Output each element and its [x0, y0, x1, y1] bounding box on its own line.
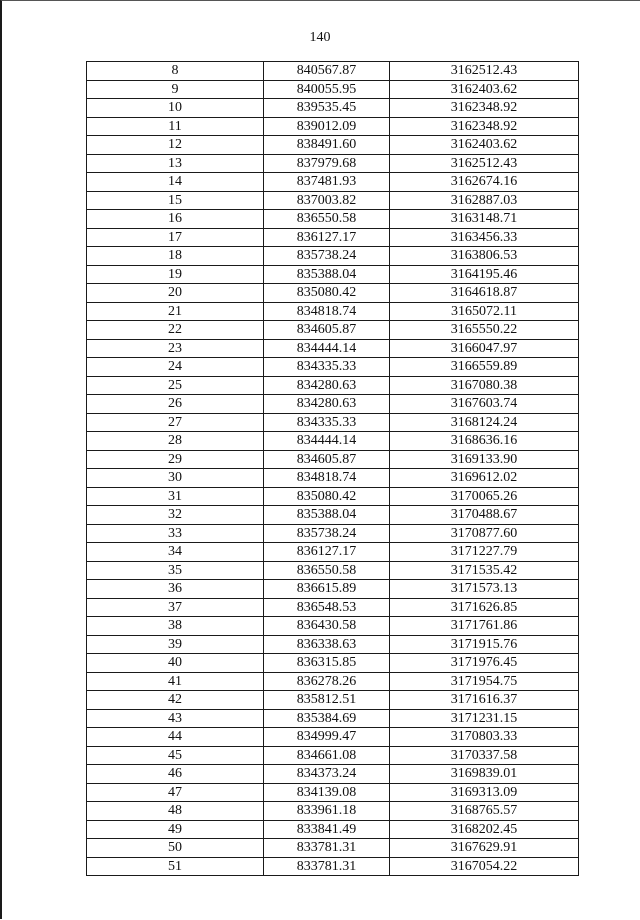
- y-coordinate-cell: 3171573.13: [390, 580, 579, 599]
- y-coordinate-cell: 3163148.71: [390, 210, 579, 229]
- table-row: [87, 654, 579, 673]
- y-coordinate-cell: 3169313.09: [390, 783, 579, 802]
- table-row: [87, 543, 579, 562]
- point-number-cell: 8: [87, 62, 264, 81]
- x-coordinate-cell: 835738.24: [264, 524, 390, 543]
- x-coordinate-cell: 834818.74: [264, 302, 390, 321]
- x-coordinate-cell: 837979.68: [264, 154, 390, 173]
- point-number-cell: 41: [87, 672, 264, 691]
- point-number-cell: 21: [87, 302, 264, 321]
- table-row: [87, 432, 579, 451]
- y-coordinate-cell: 3162403.62: [390, 80, 579, 99]
- point-number-cell: 29: [87, 450, 264, 469]
- y-coordinate-cell: 3167054.22: [390, 857, 579, 876]
- point-number-cell: 47: [87, 783, 264, 802]
- y-coordinate-cell: 3171626.85: [390, 598, 579, 617]
- x-coordinate-cell: 835812.51: [264, 691, 390, 710]
- table-row: [87, 302, 579, 321]
- table-row: [87, 839, 579, 858]
- x-coordinate-cell: 836548.53: [264, 598, 390, 617]
- point-number-cell: 17: [87, 228, 264, 247]
- x-coordinate-cell: 834335.33: [264, 413, 390, 432]
- table-row: [87, 191, 579, 210]
- point-number-cell: 33: [87, 524, 264, 543]
- x-coordinate-cell: 833781.31: [264, 839, 390, 858]
- table-row: [87, 691, 579, 710]
- x-coordinate-cell: 834335.33: [264, 358, 390, 377]
- table-row: [87, 487, 579, 506]
- x-coordinate-cell: 835080.42: [264, 487, 390, 506]
- point-number-cell: 32: [87, 506, 264, 525]
- x-coordinate-cell: 836127.17: [264, 228, 390, 247]
- y-coordinate-cell: 3162887.03: [390, 191, 579, 210]
- y-coordinate-cell: 3168124.24: [390, 413, 579, 432]
- point-number-cell: 36: [87, 580, 264, 599]
- x-coordinate-cell: 833961.18: [264, 802, 390, 821]
- x-coordinate-cell: 834605.87: [264, 321, 390, 340]
- y-coordinate-cell: 3169133.90: [390, 450, 579, 469]
- y-coordinate-cell: 3171535.42: [390, 561, 579, 580]
- y-coordinate-cell: 3171227.79: [390, 543, 579, 562]
- x-coordinate-cell: 836338.63: [264, 635, 390, 654]
- point-number-cell: 26: [87, 395, 264, 414]
- table-row: [87, 672, 579, 691]
- x-coordinate-cell: 836315.85: [264, 654, 390, 673]
- y-coordinate-cell: 3171954.75: [390, 672, 579, 691]
- x-coordinate-cell: 836550.58: [264, 210, 390, 229]
- x-coordinate-cell: 834444.14: [264, 432, 390, 451]
- x-coordinate-cell: 840055.95: [264, 80, 390, 99]
- point-number-cell: 31: [87, 487, 264, 506]
- point-number-cell: 51: [87, 857, 264, 876]
- y-coordinate-cell: 3163456.33: [390, 228, 579, 247]
- table-row: [87, 728, 579, 747]
- point-number-cell: 22: [87, 321, 264, 340]
- point-number-cell: 19: [87, 265, 264, 284]
- point-number-cell: 50: [87, 839, 264, 858]
- y-coordinate-cell: 3170488.67: [390, 506, 579, 525]
- x-coordinate-cell: 835738.24: [264, 247, 390, 266]
- table-row: [87, 765, 579, 784]
- y-coordinate-cell: 3170877.60: [390, 524, 579, 543]
- point-number-cell: 28: [87, 432, 264, 451]
- y-coordinate-cell: 3170803.33: [390, 728, 579, 747]
- y-coordinate-cell: 3169612.02: [390, 469, 579, 488]
- table-row: [87, 783, 579, 802]
- y-coordinate-cell: 3162348.92: [390, 99, 579, 118]
- point-number-cell: 11: [87, 117, 264, 136]
- coordinates-table: [86, 61, 579, 876]
- y-coordinate-cell: 3169839.01: [390, 765, 579, 784]
- y-coordinate-cell: 3170065.26: [390, 487, 579, 506]
- point-number-cell: 34: [87, 543, 264, 562]
- table-row: [87, 80, 579, 99]
- table-row: [87, 802, 579, 821]
- table-row: [87, 321, 579, 340]
- x-coordinate-cell: 835388.04: [264, 506, 390, 525]
- y-coordinate-cell: 3162403.62: [390, 136, 579, 155]
- table-row: [87, 617, 579, 636]
- x-coordinate-cell: 836550.58: [264, 561, 390, 580]
- y-coordinate-cell: 3171915.76: [390, 635, 579, 654]
- point-number-cell: 13: [87, 154, 264, 173]
- x-coordinate-cell: 834661.08: [264, 746, 390, 765]
- point-number-cell: 20: [87, 284, 264, 303]
- point-number-cell: 39: [87, 635, 264, 654]
- y-coordinate-cell: 3168202.45: [390, 820, 579, 839]
- y-coordinate-cell: 3162512.43: [390, 62, 579, 81]
- table-row: [87, 210, 579, 229]
- y-coordinate-cell: 3165550.22: [390, 321, 579, 340]
- x-coordinate-cell: 836127.17: [264, 543, 390, 562]
- table-row: [87, 173, 579, 192]
- y-coordinate-cell: 3164195.46: [390, 265, 579, 284]
- x-coordinate-cell: 834444.14: [264, 339, 390, 358]
- table-row: [87, 580, 579, 599]
- point-number-cell: 24: [87, 358, 264, 377]
- table-row: [87, 62, 579, 81]
- table-row: [87, 469, 579, 488]
- table-row: [87, 598, 579, 617]
- point-number-cell: 35: [87, 561, 264, 580]
- x-coordinate-cell: 833781.31: [264, 857, 390, 876]
- x-coordinate-cell: 836430.58: [264, 617, 390, 636]
- x-coordinate-cell: 839535.45: [264, 99, 390, 118]
- x-coordinate-cell: 839012.09: [264, 117, 390, 136]
- point-number-cell: 9: [87, 80, 264, 99]
- point-number-cell: 16: [87, 210, 264, 229]
- table-row: [87, 358, 579, 377]
- point-number-cell: 25: [87, 376, 264, 395]
- x-coordinate-cell: 836615.89: [264, 580, 390, 599]
- y-coordinate-cell: 3171976.45: [390, 654, 579, 673]
- y-coordinate-cell: 3168765.57: [390, 802, 579, 821]
- table-row: [87, 284, 579, 303]
- x-coordinate-cell: 834818.74: [264, 469, 390, 488]
- y-coordinate-cell: 3166559.89: [390, 358, 579, 377]
- x-coordinate-cell: 837003.82: [264, 191, 390, 210]
- x-coordinate-cell: 833841.49: [264, 820, 390, 839]
- y-coordinate-cell: 3167080.38: [390, 376, 579, 395]
- x-coordinate-cell: 836278.26: [264, 672, 390, 691]
- x-coordinate-cell: 840567.87: [264, 62, 390, 81]
- table-row: [87, 857, 579, 876]
- table-row: [87, 247, 579, 266]
- table-row: [87, 154, 579, 173]
- x-coordinate-cell: 834605.87: [264, 450, 390, 469]
- table-row: [87, 506, 579, 525]
- table-row: [87, 117, 579, 136]
- x-coordinate-cell: 835388.04: [264, 265, 390, 284]
- y-coordinate-cell: 3162674.16: [390, 173, 579, 192]
- x-coordinate-cell: 834999.47: [264, 728, 390, 747]
- point-number-cell: 38: [87, 617, 264, 636]
- table-row: [87, 524, 579, 543]
- x-coordinate-cell: 835384.69: [264, 709, 390, 728]
- point-number-cell: 48: [87, 802, 264, 821]
- point-number-cell: 14: [87, 173, 264, 192]
- y-coordinate-cell: 3171231.15: [390, 709, 579, 728]
- y-coordinate-cell: 3166047.97: [390, 339, 579, 358]
- y-coordinate-cell: 3162348.92: [390, 117, 579, 136]
- point-number-cell: 23: [87, 339, 264, 358]
- table-row: [87, 99, 579, 118]
- y-coordinate-cell: 3165072.11: [390, 302, 579, 321]
- table-row: [87, 450, 579, 469]
- table-row: [87, 413, 579, 432]
- point-number-cell: 18: [87, 247, 264, 266]
- table-row: [87, 376, 579, 395]
- table-row: [87, 265, 579, 284]
- point-number-cell: 15: [87, 191, 264, 210]
- coordinates-table-body: [87, 62, 579, 876]
- table-row: [87, 136, 579, 155]
- table-row: [87, 709, 579, 728]
- point-number-cell: 27: [87, 413, 264, 432]
- x-coordinate-cell: 838491.60: [264, 136, 390, 155]
- y-coordinate-cell: 3162512.43: [390, 154, 579, 173]
- point-number-cell: 37: [87, 598, 264, 617]
- point-number-cell: 10: [87, 99, 264, 118]
- x-coordinate-cell: 837481.93: [264, 173, 390, 192]
- table-row: [87, 635, 579, 654]
- y-coordinate-cell: 3171761.86: [390, 617, 579, 636]
- y-coordinate-cell: 3167629.91: [390, 839, 579, 858]
- x-coordinate-cell: 834280.63: [264, 376, 390, 395]
- y-coordinate-cell: 3168636.16: [390, 432, 579, 451]
- x-coordinate-cell: 834373.24: [264, 765, 390, 784]
- table-row: [87, 339, 579, 358]
- x-coordinate-cell: 834139.08: [264, 783, 390, 802]
- point-number-cell: 46: [87, 765, 264, 784]
- point-number-cell: 45: [87, 746, 264, 765]
- y-coordinate-cell: 3167603.74: [390, 395, 579, 414]
- point-number-cell: 40: [87, 654, 264, 673]
- table-row: [87, 746, 579, 765]
- page-number: 140: [309, 30, 331, 45]
- y-coordinate-cell: 3170337.58: [390, 746, 579, 765]
- table-row: [87, 561, 579, 580]
- table-row: [87, 395, 579, 414]
- y-coordinate-cell: 3171616.37: [390, 691, 579, 710]
- point-number-cell: 44: [87, 728, 264, 747]
- point-number-cell: 42: [87, 691, 264, 710]
- table-row: [87, 820, 579, 839]
- point-number-cell: 12: [87, 136, 264, 155]
- point-number-cell: 43: [87, 709, 264, 728]
- x-coordinate-cell: 835080.42: [264, 284, 390, 303]
- y-coordinate-cell: 3163806.53: [390, 247, 579, 266]
- point-number-cell: 30: [87, 469, 264, 488]
- y-coordinate-cell: 3164618.87: [390, 284, 579, 303]
- point-number-cell: 49: [87, 820, 264, 839]
- x-coordinate-cell: 834280.63: [264, 395, 390, 414]
- table-row: [87, 228, 579, 247]
